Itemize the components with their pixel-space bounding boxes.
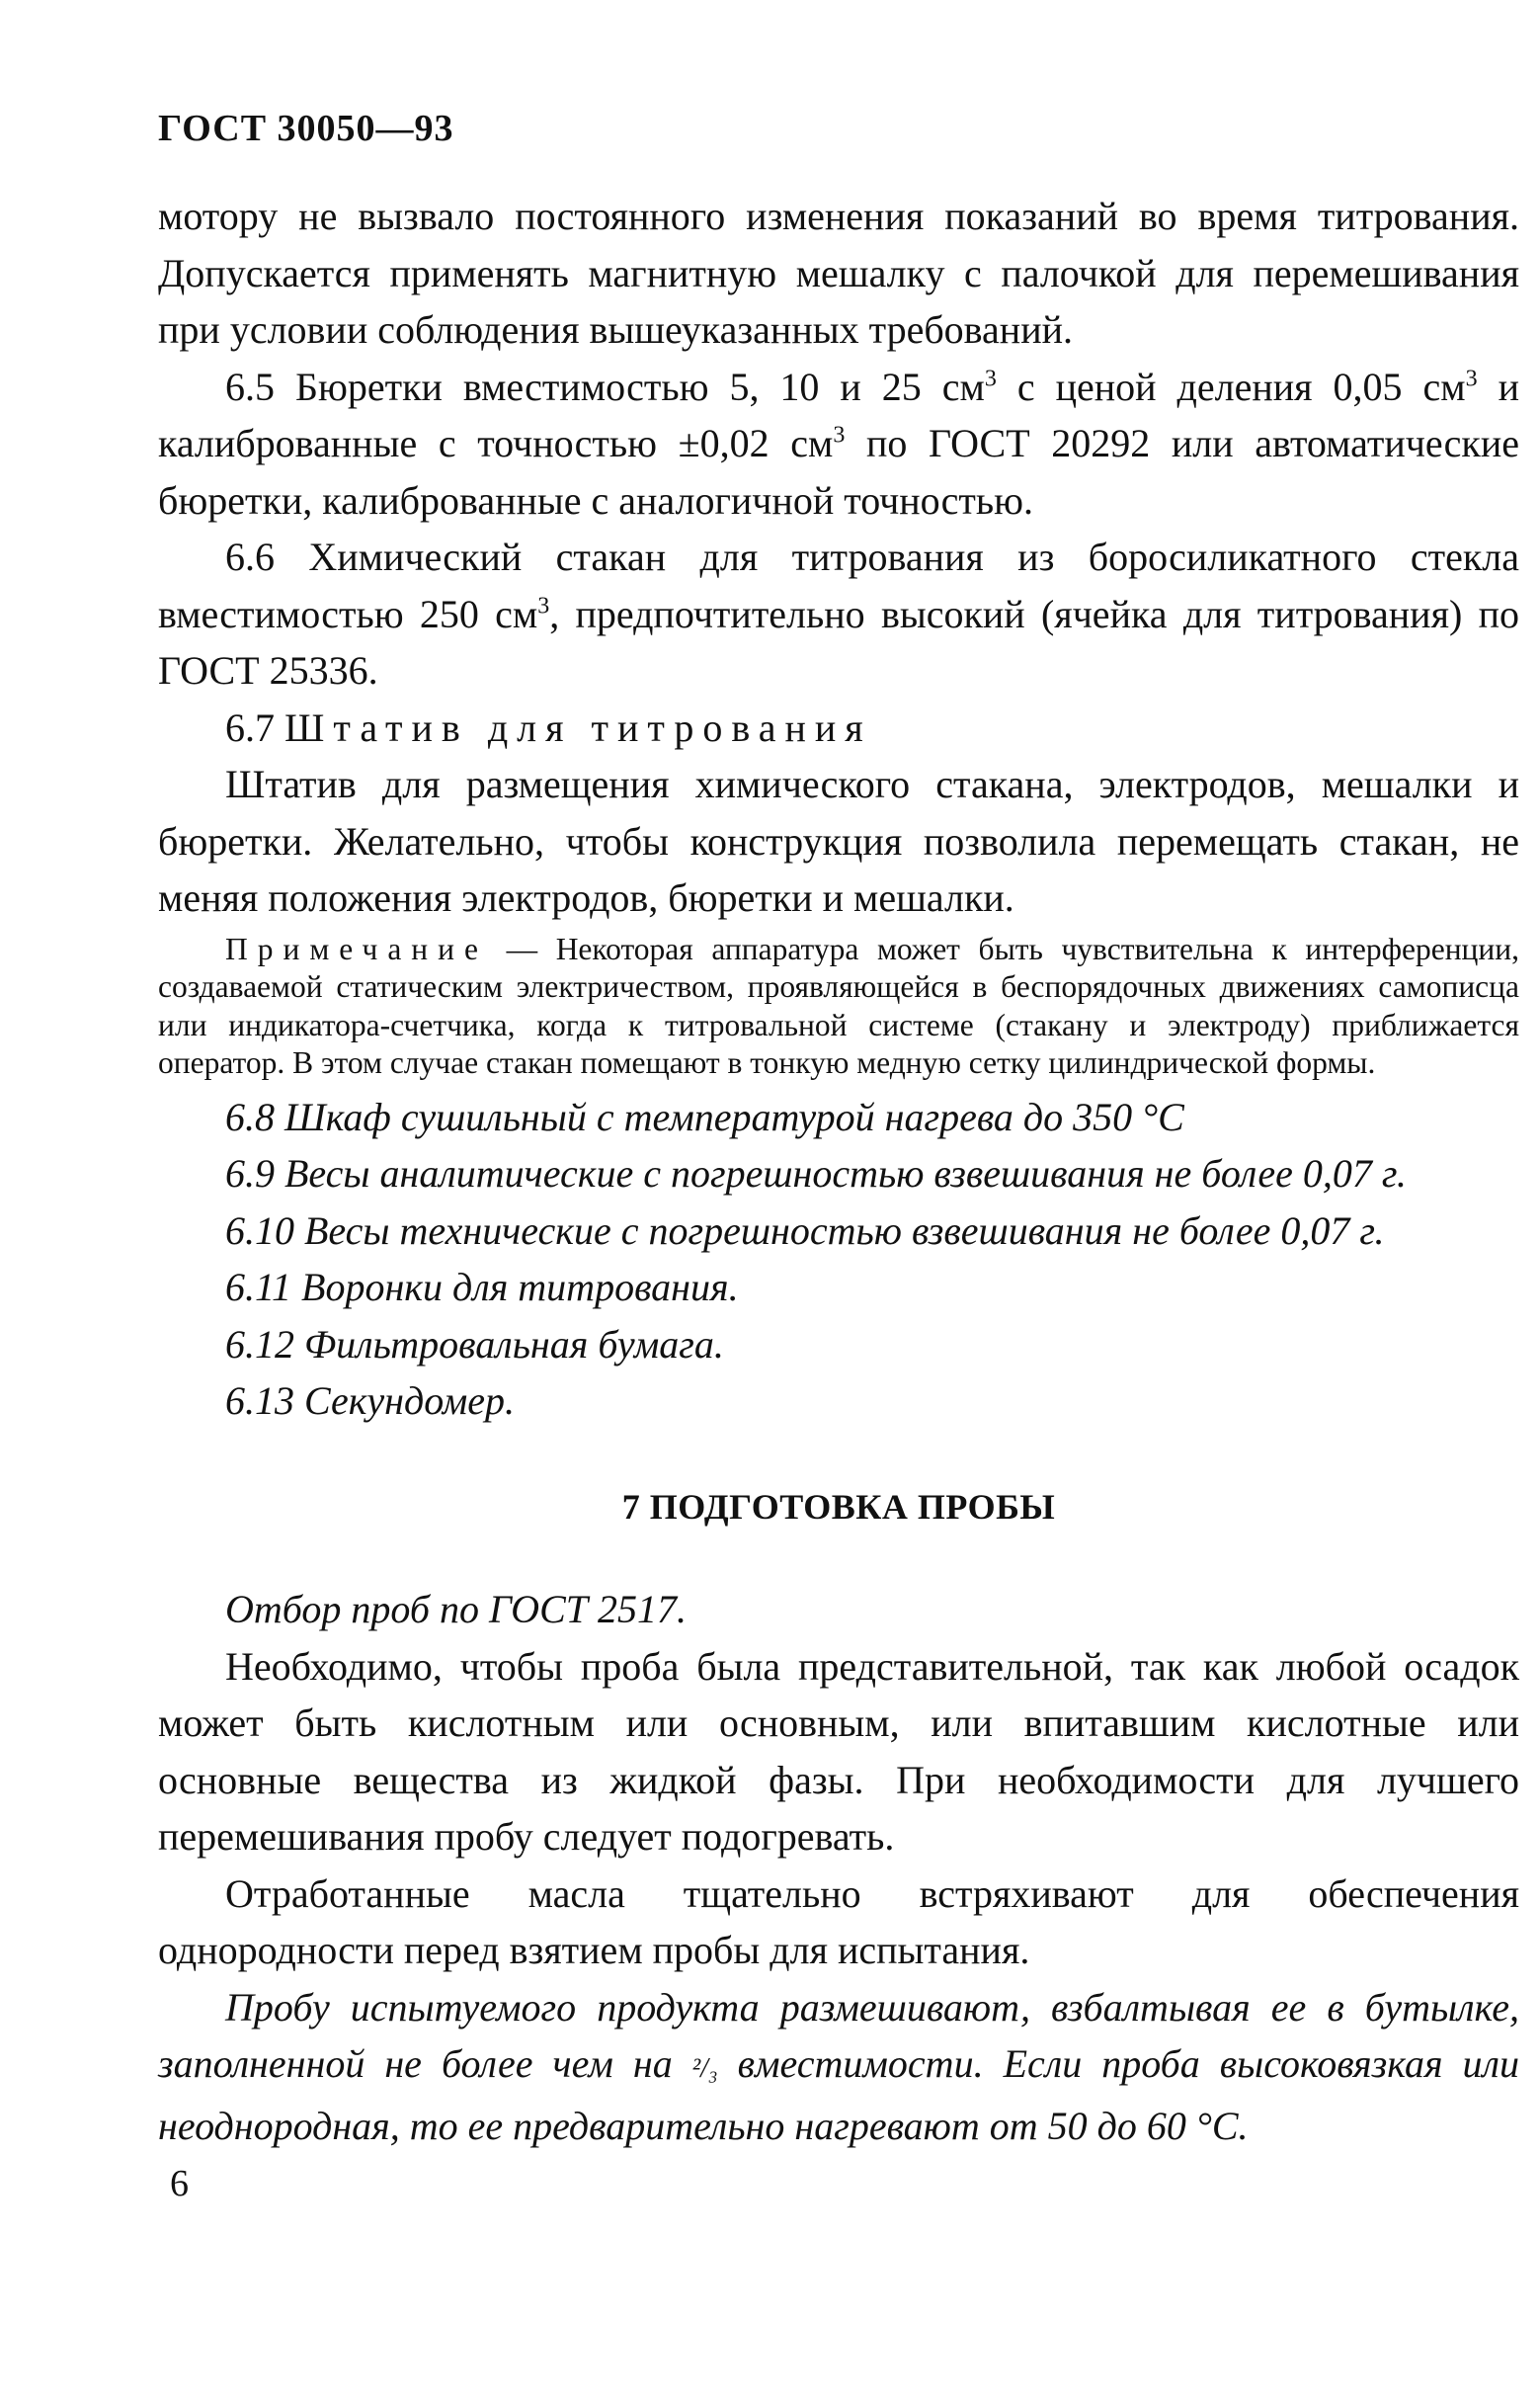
paragraph-6-5 <box>158 359 1519 530</box>
note-body: — Некоторая аппаратура может быть чувствительна к интерференции, создаваемой статическим электричеством, проявляющейся в беспорядочных движениях самописца или индикатора-счетчика, когда к титровальной системе (стакану и электроду) приближается оператор. В этом случае стакан помещают в тонкую медную сетку цилиндрической формы. <box>158 931 1519 1080</box>
paragraph-6-7-heading: Штатив для титрования <box>284 704 872 750</box>
superscript-3: 3 <box>1465 366 1478 392</box>
paragraph-6-6-text-b: , предпочтительно высокий (ячейка для титрования) по ГОСТ 25336. <box>158 591 1519 693</box>
paragraph-6-5-text-a: 6.5 Бюретки вместимостью 5, 10 и 25 см <box>225 364 985 409</box>
page-number: 6 <box>170 2163 189 2204</box>
paragraph-6-9: 6.9 Весы аналитические с погрешностью взвешивания не более 0,07 г. <box>225 1151 1407 1196</box>
fraction-two-thirds: ²/₃ <box>691 2053 718 2084</box>
section-7-heading: 7 ПОДГОТОВКА ПРОБЫ <box>621 1486 1056 1527</box>
section-7-paragraph-4-text-b: вместимости. Если проба высоковязкая или неоднородная, то ее предварительно нагревают от 50 до 60 °С. <box>158 2041 1520 2148</box>
paragraph-6-5-text-c: и калиброванные с точностью ±0,02 см <box>158 364 1519 465</box>
superscript-3: 3 <box>984 366 997 392</box>
document-body <box>158 188 1519 2154</box>
paragraph-6-5-text-d: по ГОСТ 20292 или автоматические бюретки, калиброванные с аналогичной точностью. <box>158 421 1519 523</box>
paragraph-6-7-title <box>158 700 1519 757</box>
paragraph-6-6 <box>158 529 1519 700</box>
section-7-paragraph-4 <box>158 1979 1519 2155</box>
note-block <box>158 931 1519 1083</box>
paragraph-6-5-text-b: с ценой деления 0,05 см <box>996 364 1466 409</box>
section-7-paragraph-4-text-a: Пробу испытуемого продукта размешивают, взбалтывая ее в бутылке, заполненной не более чем на <box>158 1984 1519 2086</box>
superscript-3: 3 <box>833 422 846 449</box>
paragraph-6-7-body: Штатив для размещения химического стакана, электродов, мешалки и бюретки. Желательно, чтобы конструкция позволила перемещать стакан, не меняя положения электродов, бюретки и мешалки. <box>158 762 1519 920</box>
paragraph-6-7-number: 6.7 <box>225 704 284 750</box>
paragraph-6-11: 6.11 Воронки для титрования. <box>225 1265 739 1309</box>
section-7-paragraph-1: Отбор проб по ГОСТ 2517. <box>225 1587 687 1631</box>
note-lead: Примечание <box>225 931 489 966</box>
paragraph-6-8: 6.8 Шкаф сушильный с температурой нагрева до 350 °С <box>225 1094 1184 1139</box>
paragraph-6-6-text-a: 6.6 Химический стакан для титрования из боросиликатного стекла вместимостью 250 см <box>158 535 1519 636</box>
paragraph-6-10: 6.10 Весы технические с погрешностью взвешивания не более 0,07 г. <box>225 1207 1385 1253</box>
paragraph-continuation: мотору не вызвало постоянного изменения показаний во время титрования. Допускается применять магнитную мешалку с палочкой для перемешивания при условии соблюдения вышеуказанных требований. <box>158 194 1519 352</box>
paragraph-6-12: 6.12 Фильтровальная бумага. <box>225 1321 724 1367</box>
document-code-header: ГОСТ 30050—93 <box>158 108 454 149</box>
section-7-paragraph-3: Отработанные масла тщательно встряхивают для обеспечения однородности перед взятием пробы для испытания. <box>158 1870 1519 1972</box>
superscript-3: 3 <box>537 593 550 620</box>
paragraph-6-13: 6.13 Секундомер. <box>225 1378 516 1423</box>
section-7-paragraph-2: Необходимо, чтобы проба была представительной, так как любой осадок может быть кислотным или основным, или впитавшим кислотные или основные вещества из жидкой фазы. При необходимости для лучшего перемешивания пробу следует подогревать. <box>158 1643 1519 1859</box>
